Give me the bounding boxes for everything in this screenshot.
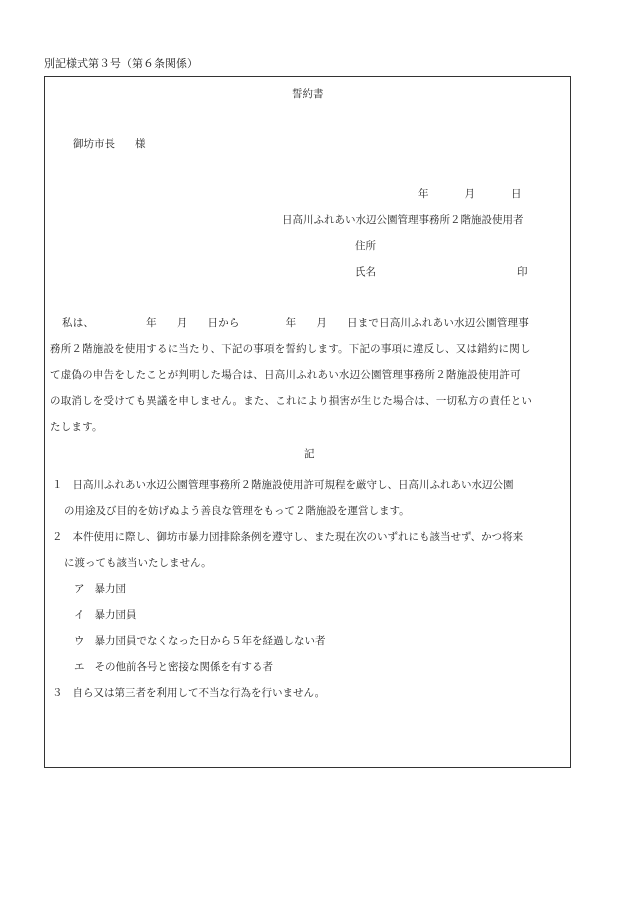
to-year-label: 年: [285, 317, 297, 329]
address-label: 住所: [355, 240, 376, 252]
sub-item-u-text: 暴力団員でなくなった日から５年を経過しない者: [94, 635, 326, 647]
sub-item-a-text: 暴力団: [94, 583, 126, 595]
pledge-paragraph: [52, 310, 572, 440]
addressee-name: 御坊市長: [73, 138, 115, 150]
pledge-line-2: 務所２階施設を使用するに当たり、下記の事項を誓約します。下記の事項に違反し、又は錯約に関し: [50, 343, 531, 355]
item-2-number: ２: [52, 531, 63, 543]
ki-heading: 記: [304, 448, 315, 460]
form-number-label: 別記様式第３号（第６条関係）: [44, 57, 198, 70]
name-label: 氏名: [355, 266, 376, 278]
sub-item-e: [52, 654, 523, 680]
sub-item-a-mark: ア: [74, 583, 85, 595]
sub-item-i: [52, 602, 523, 628]
item-3-line-1: ３ 自ら又は第三者を利用して不当な行為を行いません。: [52, 687, 326, 699]
item-1-line-2: の用途及び目的を妨げぬよう善良な管理をもって２階施設を運営します。: [64, 505, 410, 517]
to-month-label: 月: [316, 317, 328, 329]
sub-item-e-text: その他前各号と密接な関係を有する者: [94, 661, 273, 673]
from-day-label: 日から: [207, 317, 240, 329]
item-3: [52, 680, 325, 706]
addressee: [73, 136, 146, 151]
item-3-number: ３: [52, 687, 63, 699]
seal-mark: 印: [517, 266, 528, 278]
item-1-line-1: １ 日高川ふれあい水辺公園管理事務所２階施設使用許可規程を厳守し、日高川ふれあい水辺公園: [52, 479, 514, 491]
date-year-label: 年: [418, 188, 429, 200]
date-line: [418, 186, 522, 201]
sub-item-u: [52, 628, 523, 654]
sub-item-i-mark: イ: [74, 609, 85, 621]
item-1: [52, 472, 514, 524]
sub-item-i-text: 暴力団員: [94, 609, 137, 621]
pledge-line-3: て虚偽の申告をしたことが判明した場合は、日高川ふれあい水辺公園管理事務所２階施設使用許可: [50, 369, 521, 381]
to-day-text: 日まで日高川ふれあい水辺公園管理事: [347, 317, 529, 329]
item-2-line-1: ２ 本件使用に際し、御坊市暴力団排除条例を遵守し、また現在次のいずれにも該当せず、かつ将来: [52, 531, 524, 543]
date-month-label: 月: [464, 188, 475, 200]
sub-item-u-mark: ウ: [74, 635, 85, 647]
item-1-number: １: [52, 479, 63, 491]
pledge-line-4: の取消しを受けても異議を申しません。また、これにより損害が生じた場合は、一切私方の責任とい: [50, 395, 533, 407]
sub-item-e-mark: エ: [74, 661, 85, 673]
pledge-line-5: たします。: [50, 421, 103, 433]
from-month-label: 月: [176, 317, 188, 329]
applicant-label: 日高川ふれあい水辺公園管理事務所２階施設使用者: [282, 214, 524, 226]
sub-item-a: [52, 576, 523, 602]
from-year-label: 年: [146, 317, 157, 329]
item-2-line-2: に渡っても該当いたしません。: [64, 557, 212, 569]
document-title: 誓約書: [292, 88, 324, 100]
date-day-label: 日: [511, 188, 522, 200]
addressee-honorific: 様: [135, 138, 146, 150]
pledge-lead: 私は、: [62, 317, 95, 329]
item-2: [52, 524, 523, 680]
pledge-line-1: [52, 310, 572, 336]
